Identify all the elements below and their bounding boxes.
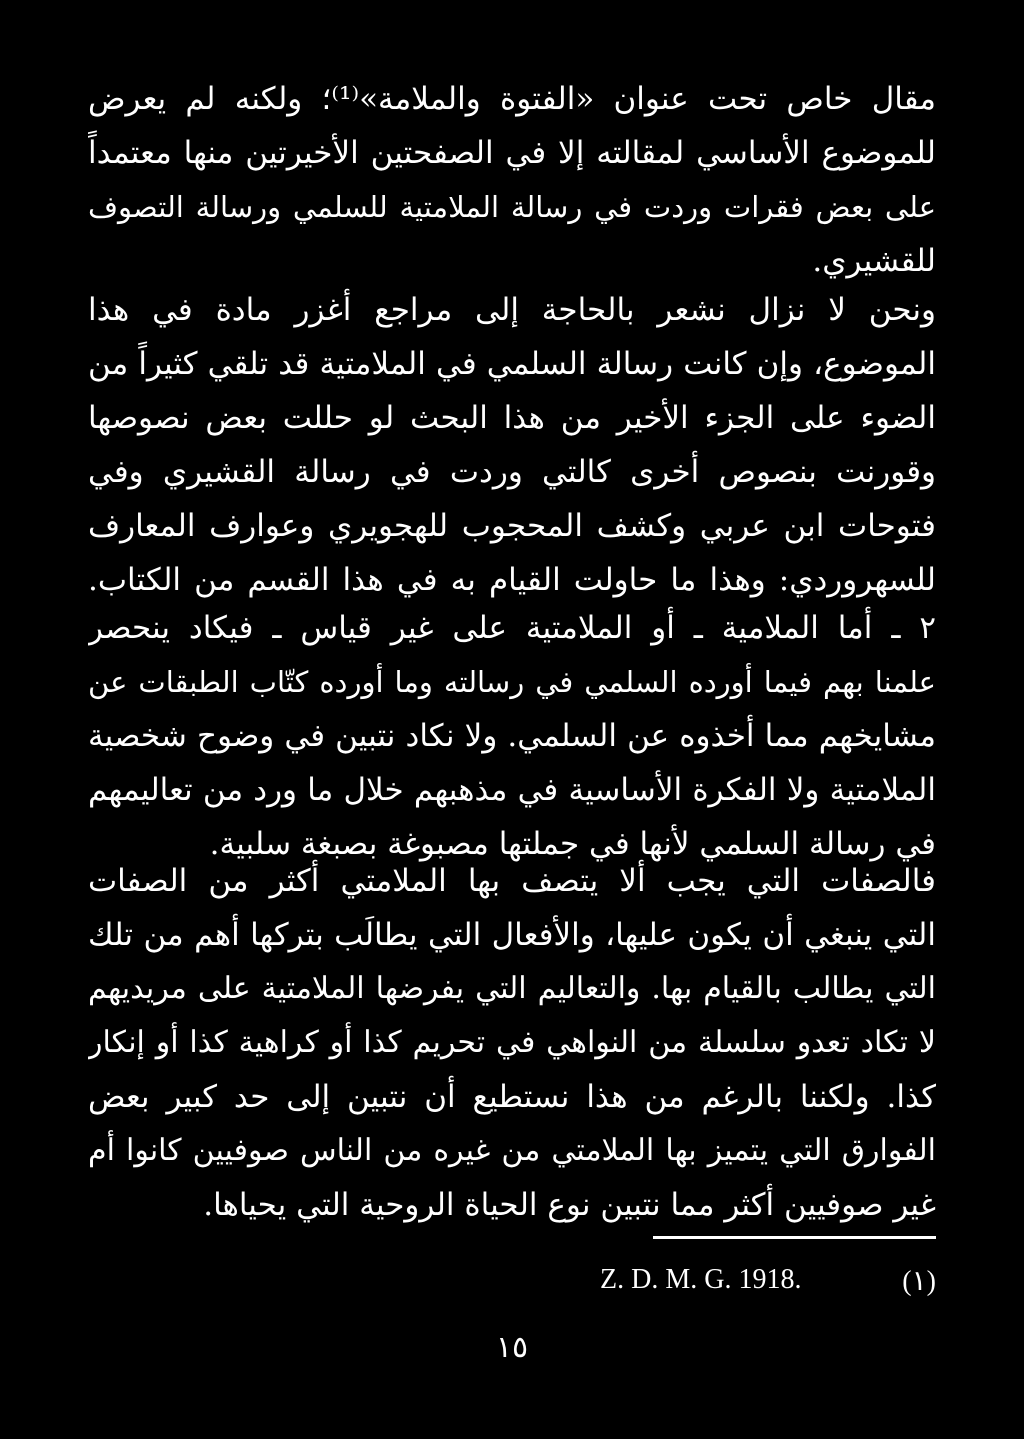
paragraph-2: [88, 283, 936, 607]
footnote-text: Z. D. M. G. 1918.: [600, 1264, 802, 1295]
text-line: في رسالة السلمي لأنها في جملتها مصبوغة بصبغة سلبية.: [209, 826, 936, 862]
text-line: فالصفات التي يجب ألا يتصف بها الملامتي أكثر من الصفات: [88, 863, 936, 899]
footnote: [600, 1264, 936, 1298]
paragraph-3: [88, 601, 936, 871]
text-line: التي يطالب بالقيام بها. والتعاليم التي يفرضها الملامتية على مريديهم: [88, 971, 936, 1006]
text-line: مشايخهم مما أخذوه عن السلمي. ولا نكاد نتبين في وضوح شخصية: [88, 718, 936, 754]
text-line: وقورنت بنصوص أخرى كالتي وردت في رسالة القشيري وفي: [88, 454, 936, 490]
text-line: ونحن لا نزال نشعر بالحاجة إلى مراجع أغزر مادة في هذا: [88, 292, 936, 328]
page-number: ١٥: [495, 1330, 529, 1365]
paragraph-1: [88, 72, 936, 288]
text-line: علمنا بهم فيما أورده السلمي في رسالته وما أورده كتّاب الطبقات عن: [88, 665, 936, 699]
text-line: للسهروردي: وهذا ما حاولت القيام به في هذا القسم من الكتاب.: [88, 562, 936, 598]
text-line: التي ينبغي أن يكون عليها، والأفعال التي يطالَب بتركها أهم من تلك: [88, 917, 936, 953]
text-line: الضوء على الجزء الأخير من هذا البحث لو حللت بعض نصوصها: [88, 400, 936, 436]
text-line: للموضوع الأساسي لمقالته إلا في الصفحتين الأخيرتين منها معتمداً: [88, 135, 936, 171]
text-line: لا تكاد تعدو سلسلة من النواهي في تحريم كذا أو كراهية كذا أو إنكار: [88, 1025, 936, 1060]
text-line: غير صوفيين أكثر مما نتبين نوع الحياة الروحية التي يحياها.: [203, 1187, 936, 1223]
text-line: الملامتية ولا الفكرة الأساسية في مذهبهم خلال ما ورد من تعاليمهم: [88, 772, 936, 808]
paragraph-4: [88, 854, 936, 1232]
text-line: كذا. ولكننا بالرغم من هذا نستطيع أن نتبين إلى حد كبير بعض: [88, 1079, 936, 1115]
text-line: الفوارق التي يتميز بها الملامتي من غيره من الناس صوفيين كانوا أم: [88, 1133, 936, 1168]
text-line: مقال خاص تحت عنوان «الفتوة والملامة»⁽¹⁾؛ ولكنه لم يعرض: [88, 81, 936, 117]
footnote-marker: (١): [902, 1266, 936, 1297]
text-line: للقشيري.: [812, 243, 936, 279]
text-line: الموضوع، وإن كانت رسالة السلمي في الملامتية قد تلقي كثيراً من: [88, 346, 936, 382]
text-line: على بعض فقرات وردت في رسالة الملامتية للسلمي ورسالة التصوف: [88, 190, 936, 224]
text-line: ٢ ـ أما الملامية ـ أو الملامتية على غير قياس ـ فيكاد ينحصر: [88, 610, 936, 646]
footnote-divider: [653, 1236, 936, 1239]
text-line: فتوحات ابن عربي وكشف المحجوب للهجويري وعوارف المعارف: [88, 508, 936, 544]
